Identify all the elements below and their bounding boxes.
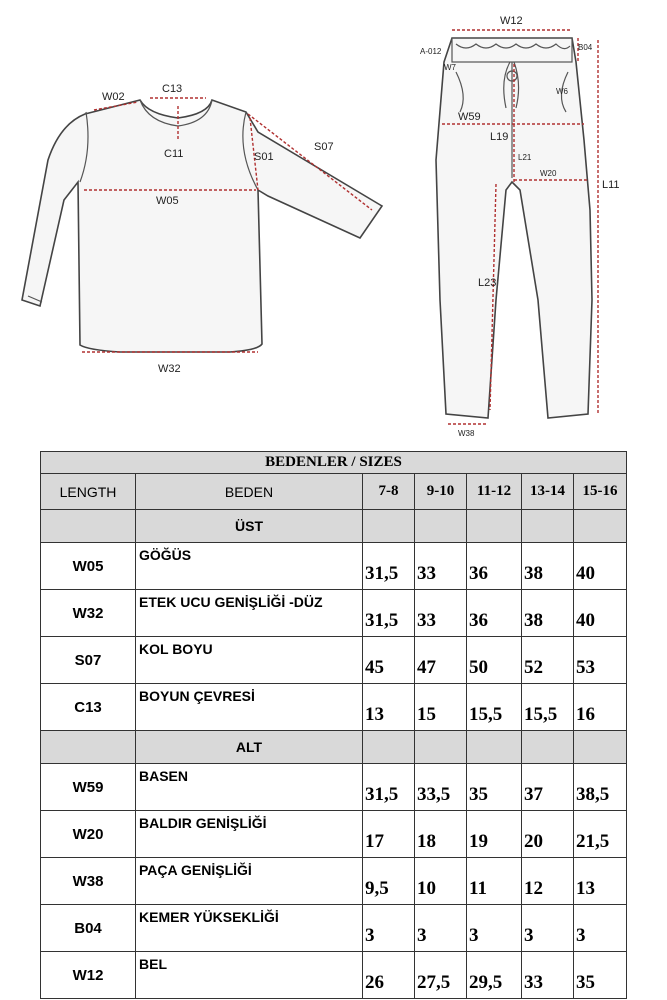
section-empty-cell xyxy=(574,510,627,543)
size-value: 52 xyxy=(522,637,574,684)
size-value: 33 xyxy=(415,590,467,637)
size-value: 36 xyxy=(467,543,522,590)
size-value: 15,5 xyxy=(522,684,574,731)
size-value: 3 xyxy=(574,905,627,952)
table-row xyxy=(41,764,627,811)
size-value: 47 xyxy=(415,637,467,684)
label-w59: W59 xyxy=(458,111,481,123)
table-title: BEDENLER / SIZES xyxy=(41,452,627,474)
garment-diagram-svg xyxy=(0,0,667,450)
measure-code: C13 xyxy=(41,684,136,731)
measure-code: S07 xyxy=(41,637,136,684)
size-value: 33,5 xyxy=(415,764,467,811)
size-value: 31,5 xyxy=(363,543,415,590)
measure-name: BALDIR GENİŞLİĞİ xyxy=(136,811,363,858)
size-value: 13 xyxy=(574,858,627,905)
table-row xyxy=(41,543,627,590)
label-s07: S07 xyxy=(314,141,334,153)
size-value: 3 xyxy=(467,905,522,952)
measure-code: W59 xyxy=(41,764,136,811)
size-value: 31,5 xyxy=(363,764,415,811)
header-size: 9-10 xyxy=(415,474,467,510)
section-empty-cell xyxy=(467,510,522,543)
label-w12: W12 xyxy=(500,15,523,27)
section-empty-cell xyxy=(41,731,136,764)
section-empty-cell xyxy=(415,510,467,543)
size-value: 18 xyxy=(415,811,467,858)
label-w7: W7 xyxy=(444,63,456,72)
table-row xyxy=(41,952,627,999)
size-value: 19 xyxy=(467,811,522,858)
label-s01: S01 xyxy=(254,151,274,163)
label-l23: L23 xyxy=(478,277,497,289)
measure-name: ETEK UCU GENİŞLİĞİ -DÜZ xyxy=(136,590,363,637)
measure-code: B04 xyxy=(41,905,136,952)
label-w05: W05 xyxy=(156,195,179,207)
table-row xyxy=(41,905,627,952)
measure-name: KOL BOYU xyxy=(136,637,363,684)
table-row xyxy=(41,684,627,731)
size-value: 38 xyxy=(522,543,574,590)
size-value: 29,5 xyxy=(467,952,522,999)
size-value: 3 xyxy=(522,905,574,952)
label-l11: L11 xyxy=(602,179,620,191)
section-label: ALT xyxy=(136,731,363,764)
header-beden: BEDEN xyxy=(136,474,363,510)
section-row xyxy=(41,731,627,764)
measure-name: BOYUN ÇEVRESİ xyxy=(136,684,363,731)
size-value: 21,5 xyxy=(574,811,627,858)
size-value: 37 xyxy=(522,764,574,811)
section-row xyxy=(41,510,627,543)
size-value: 17 xyxy=(363,811,415,858)
measure-code: W20 xyxy=(41,811,136,858)
header-size: 13-14 xyxy=(522,474,574,510)
section-empty-cell xyxy=(522,731,574,764)
measure-code: W05 xyxy=(41,543,136,590)
size-value: 27,5 xyxy=(415,952,467,999)
size-value: 20 xyxy=(522,811,574,858)
size-value: 38,5 xyxy=(574,764,627,811)
measure-name: GÖĞÜS xyxy=(136,543,363,590)
size-value: 33 xyxy=(522,952,574,999)
size-value: 40 xyxy=(574,543,627,590)
table-row xyxy=(41,811,627,858)
size-table xyxy=(40,451,627,999)
size-value: 10 xyxy=(415,858,467,905)
label-c13: C13 xyxy=(162,83,183,95)
section-empty-cell xyxy=(522,510,574,543)
section-empty-cell xyxy=(467,731,522,764)
size-value: 50 xyxy=(467,637,522,684)
size-value: 38 xyxy=(522,590,574,637)
label-l21: L21 xyxy=(518,153,532,162)
size-value: 40 xyxy=(574,590,627,637)
size-value: 35 xyxy=(467,764,522,811)
label-b04: B04 xyxy=(578,43,593,52)
header-size: 7-8 xyxy=(363,474,415,510)
garment-diagram xyxy=(0,0,667,450)
section-empty-cell xyxy=(41,510,136,543)
size-value: 13 xyxy=(363,684,415,731)
size-value: 31,5 xyxy=(363,590,415,637)
header-size: 15-16 xyxy=(574,474,627,510)
label-w38: W38 xyxy=(458,429,475,438)
label-w6: W6 xyxy=(556,87,568,96)
size-value: 45 xyxy=(363,637,415,684)
header-length: LENGTH xyxy=(41,474,136,510)
label-a012: A-012 xyxy=(420,47,442,56)
section-label: ÜST xyxy=(136,510,363,543)
size-value: 16 xyxy=(574,684,627,731)
measure-code: W32 xyxy=(41,590,136,637)
section-empty-cell xyxy=(574,731,627,764)
size-value: 35 xyxy=(574,952,627,999)
label-w02: W02 xyxy=(102,91,125,103)
size-value: 15,5 xyxy=(467,684,522,731)
label-c11: C11 xyxy=(164,148,184,160)
size-value: 12 xyxy=(522,858,574,905)
table-row xyxy=(41,858,627,905)
size-value: 3 xyxy=(363,905,415,952)
table-header-row xyxy=(41,474,627,510)
size-value: 11 xyxy=(467,858,522,905)
size-value: 15 xyxy=(415,684,467,731)
section-empty-cell xyxy=(363,731,415,764)
shirt-drawing xyxy=(22,100,382,352)
size-value: 3 xyxy=(415,905,467,952)
size-value: 33 xyxy=(415,543,467,590)
section-empty-cell xyxy=(415,731,467,764)
label-w20: W20 xyxy=(540,169,557,178)
measure-name: BEL xyxy=(136,952,363,999)
table-row xyxy=(41,590,627,637)
section-empty-cell xyxy=(363,510,415,543)
measure-code: W12 xyxy=(41,952,136,999)
size-value: 53 xyxy=(574,637,627,684)
measure-code: W38 xyxy=(41,858,136,905)
header-size: 11-12 xyxy=(467,474,522,510)
size-value: 9,5 xyxy=(363,858,415,905)
measure-name: BASEN xyxy=(136,764,363,811)
size-value: 36 xyxy=(467,590,522,637)
size-value: 26 xyxy=(363,952,415,999)
label-l19: L19 xyxy=(490,131,509,143)
measure-name: PAÇA GENİŞLİĞİ xyxy=(136,858,363,905)
label-w32: W32 xyxy=(158,363,181,375)
measure-name: KEMER YÜKSEKLİĞİ xyxy=(136,905,363,952)
table-row xyxy=(41,637,627,684)
